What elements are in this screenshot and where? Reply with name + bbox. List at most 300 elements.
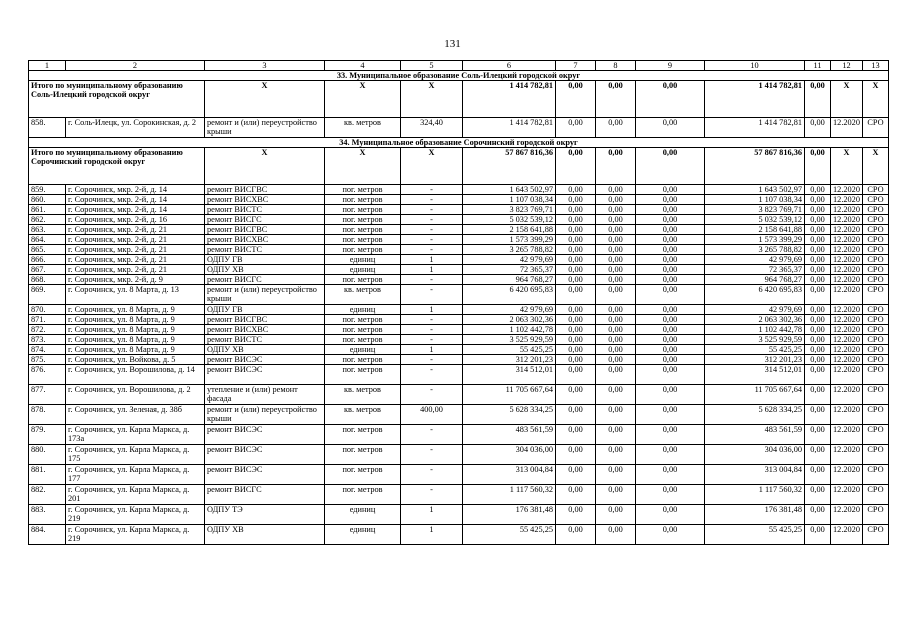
table-cell: ремонт и (или) переустройство крыши bbox=[205, 285, 325, 305]
table-cell: пог. метров bbox=[325, 325, 401, 335]
table-cell: 12.2020 bbox=[831, 265, 863, 275]
table-cell: пог. метров bbox=[325, 365, 401, 385]
table-cell: 0,00 bbox=[805, 265, 831, 275]
table-cell: ремонт ВИСГВС bbox=[205, 315, 325, 325]
total-cell: 0,00 bbox=[805, 81, 831, 118]
table-cell: 72 365,37 bbox=[463, 265, 556, 275]
table-cell: 0,00 bbox=[636, 118, 705, 138]
table-row bbox=[29, 525, 889, 545]
table-cell: СРО bbox=[863, 118, 889, 138]
table-cell: - bbox=[401, 425, 463, 445]
table-cell: г. Сорочинск, ул. 8 Марта, д. 9 bbox=[66, 325, 205, 335]
table-row bbox=[29, 345, 889, 355]
table-cell: пог. метров bbox=[325, 315, 401, 325]
table-cell: 0,00 bbox=[636, 345, 705, 355]
table-cell: 5 032 539,12 bbox=[705, 215, 805, 225]
table-cell: 11 705 667,64 bbox=[463, 385, 556, 405]
table-cell: СРО bbox=[863, 485, 889, 505]
table-cell: 0,00 bbox=[636, 185, 705, 195]
table-cell: 12.2020 bbox=[831, 485, 863, 505]
table-row bbox=[29, 485, 889, 505]
repair-program-table bbox=[28, 60, 889, 545]
table-cell: 12.2020 bbox=[831, 195, 863, 205]
table-cell: г. Сорочинск, ул. Зеленая, д. 38б bbox=[66, 405, 205, 425]
table-cell: 400,00 bbox=[401, 405, 463, 425]
table-cell: 0,00 bbox=[596, 205, 636, 215]
table-cell: 0,00 bbox=[805, 385, 831, 405]
table-cell: 2 158 641,88 bbox=[705, 225, 805, 235]
table-cell: 871. bbox=[29, 315, 66, 325]
table-cell: пог. метров bbox=[325, 225, 401, 235]
table-cell: - bbox=[401, 225, 463, 235]
table-cell: кв. метров bbox=[325, 285, 401, 305]
total-cell: 1 414 782,81 bbox=[705, 81, 805, 118]
table-cell: 3 823 769,71 bbox=[463, 205, 556, 215]
table-cell: 874. bbox=[29, 345, 66, 355]
table-cell: 0,00 bbox=[596, 365, 636, 385]
table-cell: 5 032 539,12 bbox=[463, 215, 556, 225]
total-cell: X bbox=[325, 148, 401, 185]
table-cell: 0,00 bbox=[596, 345, 636, 355]
table-cell: 1 102 442,78 bbox=[705, 325, 805, 335]
table-cell: 1 bbox=[401, 345, 463, 355]
table-cell: 0,00 bbox=[636, 365, 705, 385]
table-cell: СРО bbox=[863, 465, 889, 485]
table-cell: 0,00 bbox=[556, 315, 596, 325]
table-cell: г. Сорочинск, ул. 8 Марта, д. 13 bbox=[66, 285, 205, 305]
table-cell: 0,00 bbox=[596, 195, 636, 205]
total-label: Итого по муниципальному образованию Соль-Илецкий городской округ bbox=[29, 81, 205, 118]
table-cell: 859. bbox=[29, 185, 66, 195]
table-cell: СРО bbox=[863, 445, 889, 465]
table-cell: СРО bbox=[863, 525, 889, 545]
table-cell: единиц bbox=[325, 345, 401, 355]
section-header-row bbox=[29, 71, 889, 81]
column-number-cell: 10 bbox=[705, 61, 805, 71]
table-cell: пог. метров bbox=[325, 335, 401, 345]
table-cell: г. Сорочинск, мкр. 2-й, д. 21 bbox=[66, 265, 205, 275]
table-cell: 0,00 bbox=[805, 118, 831, 138]
total-cell: X bbox=[205, 81, 325, 118]
table-cell: ремонт ВИСГС bbox=[205, 485, 325, 505]
table-cell: г. Сорочинск, ул. Карла Маркса, д. 173а bbox=[66, 425, 205, 445]
table-cell: - bbox=[401, 195, 463, 205]
table-cell: 1 bbox=[401, 265, 463, 275]
table-cell: 12.2020 bbox=[831, 335, 863, 345]
table-cell: 866. bbox=[29, 255, 66, 265]
table-cell: г. Соль-Илецк, ул. Сорокинская, д. 2 bbox=[66, 118, 205, 138]
table-cell: 12.2020 bbox=[831, 215, 863, 225]
table-cell: 0,00 bbox=[805, 525, 831, 545]
table-cell: 0,00 bbox=[636, 305, 705, 315]
table-cell: 0,00 bbox=[556, 195, 596, 205]
table-cell: СРО bbox=[863, 335, 889, 345]
table-cell: 55 425,25 bbox=[705, 525, 805, 545]
table-cell: - bbox=[401, 215, 463, 225]
table-cell: 0,00 bbox=[556, 205, 596, 215]
table-cell: 0,00 bbox=[636, 385, 705, 405]
table-cell: г. Сорочинск, ул. 8 Марта, д. 9 bbox=[66, 345, 205, 355]
table-cell: 0,00 bbox=[805, 195, 831, 205]
table-cell: - bbox=[401, 445, 463, 465]
table-cell: 312 201,23 bbox=[705, 355, 805, 365]
table-cell: 1 107 038,34 bbox=[705, 195, 805, 205]
table-cell: ОДПУ ГВ bbox=[205, 255, 325, 265]
table-cell: 0,00 bbox=[556, 385, 596, 405]
total-cell: X bbox=[325, 81, 401, 118]
column-number-cell: 7 bbox=[556, 61, 596, 71]
table-cell: г. Сорочинск, ул. Ворошилова, д. 2 bbox=[66, 385, 205, 405]
table-cell: 0,00 bbox=[556, 355, 596, 365]
table-cell: 0,00 bbox=[596, 215, 636, 225]
table-cell: 860. bbox=[29, 195, 66, 205]
table-row bbox=[29, 355, 889, 365]
table-cell: 872. bbox=[29, 325, 66, 335]
table-row bbox=[29, 245, 889, 255]
total-cell: 0,00 bbox=[556, 148, 596, 185]
total-cell: 0,00 bbox=[596, 81, 636, 118]
table-cell: 5 628 334,25 bbox=[705, 405, 805, 425]
table-cell: СРО bbox=[863, 265, 889, 275]
section-header-row bbox=[29, 138, 889, 148]
table-cell: 0,00 bbox=[805, 365, 831, 385]
table-cell: 2 158 641,88 bbox=[463, 225, 556, 235]
table-cell: 3 265 788,82 bbox=[463, 245, 556, 255]
table-cell: пог. метров bbox=[325, 355, 401, 365]
table-cell: 2 063 302,36 bbox=[463, 315, 556, 325]
table-cell: 0,00 bbox=[596, 285, 636, 305]
table-cell: - bbox=[401, 245, 463, 255]
table-cell: 0,00 bbox=[636, 355, 705, 365]
table-cell: 0,00 bbox=[636, 485, 705, 505]
table-cell: 0,00 bbox=[636, 205, 705, 215]
table-cell: пог. метров bbox=[325, 245, 401, 255]
total-cell: 57 867 816,36 bbox=[463, 148, 556, 185]
table-cell: 0,00 bbox=[805, 425, 831, 445]
total-cell: X bbox=[831, 81, 863, 118]
table-cell: г. Сорочинск, ул. 8 Марта, д. 9 bbox=[66, 315, 205, 325]
table-cell: ремонт ВИСЭС bbox=[205, 365, 325, 385]
table-cell: 0,00 bbox=[556, 235, 596, 245]
table-cell: СРО bbox=[863, 355, 889, 365]
table-cell: 0,00 bbox=[596, 325, 636, 335]
table-cell: 1 573 399,29 bbox=[463, 235, 556, 245]
table-cell: СРО bbox=[863, 245, 889, 255]
table-cell: 1 643 502,97 bbox=[463, 185, 556, 195]
total-cell: 1 414 782,81 bbox=[463, 81, 556, 118]
table-cell: 42 979,69 bbox=[705, 305, 805, 315]
table-row bbox=[29, 315, 889, 325]
table-cell: пог. метров bbox=[325, 215, 401, 225]
table-cell: г. Сорочинск, мкр. 2-й, д. 14 bbox=[66, 195, 205, 205]
table-row bbox=[29, 255, 889, 265]
column-number-cell: 13 bbox=[863, 61, 889, 71]
table-cell: 0,00 bbox=[556, 525, 596, 545]
table-body bbox=[29, 61, 889, 545]
table-cell: 3 265 788,82 bbox=[705, 245, 805, 255]
table-cell: 0,00 bbox=[596, 505, 636, 525]
table-cell: 3 525 929,59 bbox=[463, 335, 556, 345]
total-cell: X bbox=[863, 148, 889, 185]
table-cell: ремонт ВИСЭС bbox=[205, 355, 325, 365]
table-cell: 12.2020 bbox=[831, 255, 863, 265]
table-cell: 11 705 667,64 bbox=[705, 385, 805, 405]
table-row bbox=[29, 445, 889, 465]
table-cell: 0,00 bbox=[636, 255, 705, 265]
table-cell: кв. метров bbox=[325, 385, 401, 405]
table-cell: 867. bbox=[29, 265, 66, 275]
table-cell: 0,00 bbox=[556, 425, 596, 445]
table-cell: - bbox=[401, 335, 463, 345]
table-row bbox=[29, 275, 889, 285]
table-cell: СРО bbox=[863, 215, 889, 225]
table-row bbox=[29, 265, 889, 275]
table-cell: 0,00 bbox=[556, 405, 596, 425]
table-cell: г. Сорочинск, мкр. 2-й, д. 21 bbox=[66, 225, 205, 235]
table-row bbox=[29, 185, 889, 195]
table-cell: ремонт ВИСХВС bbox=[205, 195, 325, 205]
table-cell: 0,00 bbox=[556, 275, 596, 285]
table-cell: СРО bbox=[863, 425, 889, 445]
table-cell: 0,00 bbox=[636, 525, 705, 545]
table-cell: 862. bbox=[29, 215, 66, 225]
table-cell: г. Сорочинск, мкр. 2-й, д. 14 bbox=[66, 205, 205, 215]
table-cell: 12.2020 bbox=[831, 425, 863, 445]
table-cell: 0,00 bbox=[636, 465, 705, 485]
table-cell: 6 420 695,83 bbox=[463, 285, 556, 305]
table-cell: 0,00 bbox=[596, 235, 636, 245]
table-cell: 0,00 bbox=[596, 405, 636, 425]
table-cell: 42 979,69 bbox=[705, 255, 805, 265]
table-cell: 0,00 bbox=[556, 345, 596, 355]
table-cell: 5 628 334,25 bbox=[463, 405, 556, 425]
total-cell: X bbox=[831, 148, 863, 185]
table-row bbox=[29, 325, 889, 335]
column-number-cell: 2 bbox=[66, 61, 205, 71]
total-cell: 0,00 bbox=[636, 81, 705, 118]
table-cell: ремонт ВИСХВС bbox=[205, 235, 325, 245]
table-cell: 0,00 bbox=[556, 285, 596, 305]
table-cell: 0,00 bbox=[596, 335, 636, 345]
column-number-cell: 3 bbox=[205, 61, 325, 71]
table-cell: 313 004,84 bbox=[705, 465, 805, 485]
table-cell: - bbox=[401, 355, 463, 365]
table-cell: 0,00 bbox=[596, 385, 636, 405]
table-cell: 3 823 769,71 bbox=[705, 205, 805, 215]
table-cell: 55 425,25 bbox=[463, 525, 556, 545]
table-cell: 0,00 bbox=[556, 465, 596, 485]
table-cell: 0,00 bbox=[596, 118, 636, 138]
table-cell: 0,00 bbox=[596, 445, 636, 465]
table-cell: 880. bbox=[29, 445, 66, 465]
table-cell: 0,00 bbox=[596, 465, 636, 485]
table-cell: 0,00 bbox=[556, 445, 596, 465]
table-cell: 882. bbox=[29, 485, 66, 505]
table-cell: 483 561,59 bbox=[463, 425, 556, 445]
table-cell: 0,00 bbox=[556, 325, 596, 335]
table-cell: СРО bbox=[863, 305, 889, 315]
table-cell: г. Сорочинск, ул. Карла Маркса, д. 219 bbox=[66, 525, 205, 545]
table-cell: СРО bbox=[863, 275, 889, 285]
table-cell: 0,00 bbox=[556, 265, 596, 275]
table-cell: 1 117 560,32 bbox=[705, 485, 805, 505]
table-cell: г. Сорочинск, ул. 8 Марта, д. 9 bbox=[66, 305, 205, 315]
column-number-cell: 11 bbox=[805, 61, 831, 71]
table-cell: 55 425,25 bbox=[463, 345, 556, 355]
table-cell: 0,00 bbox=[596, 185, 636, 195]
table-cell: г. Сорочинск, ул. Карла Маркса, д. 219 bbox=[66, 505, 205, 525]
table-cell: 878. bbox=[29, 405, 66, 425]
table-cell: г. Сорочинск, мкр. 2-й, д. 9 bbox=[66, 275, 205, 285]
table-cell: 0,00 bbox=[556, 485, 596, 505]
table-cell: 12.2020 bbox=[831, 205, 863, 215]
table-cell: 12.2020 bbox=[831, 245, 863, 255]
table-row bbox=[29, 335, 889, 345]
table-cell: - bbox=[401, 285, 463, 305]
table-cell: 883. bbox=[29, 505, 66, 525]
total-cell: 57 867 816,36 bbox=[705, 148, 805, 185]
table-cell: 3 525 929,59 bbox=[705, 335, 805, 345]
table-cell: 858. bbox=[29, 118, 66, 138]
table-cell: ОДПУ ХВ bbox=[205, 525, 325, 545]
table-cell: 12.2020 bbox=[831, 305, 863, 315]
table-cell: 0,00 bbox=[805, 275, 831, 285]
table-cell: ремонт ВИСХВС bbox=[205, 325, 325, 335]
table-cell: 0,00 bbox=[636, 225, 705, 235]
table-cell: г. Сорочинск, мкр. 2-й, д. 21 bbox=[66, 235, 205, 245]
table-cell: 0,00 bbox=[636, 425, 705, 445]
table-row bbox=[29, 195, 889, 205]
table-row bbox=[29, 465, 889, 485]
table-cell: единиц bbox=[325, 525, 401, 545]
table-cell: г. Сорочинск, ул. Карла Маркса, д. 201 bbox=[66, 485, 205, 505]
table-row bbox=[29, 425, 889, 445]
table-cell: 861. bbox=[29, 205, 66, 215]
table-cell: 42 979,69 bbox=[463, 305, 556, 315]
table-cell: - bbox=[401, 205, 463, 215]
table-cell: - bbox=[401, 365, 463, 385]
table-cell: единиц bbox=[325, 505, 401, 525]
table-cell: СРО bbox=[863, 285, 889, 305]
table-cell: 1 bbox=[401, 305, 463, 315]
table-cell: 875. bbox=[29, 355, 66, 365]
column-number-cell: 12 bbox=[831, 61, 863, 71]
table-cell: - bbox=[401, 385, 463, 405]
table-cell: г. Сорочинск, ул. Карла Маркса, д. 177 bbox=[66, 465, 205, 485]
table-cell: 0,00 bbox=[805, 285, 831, 305]
table-cell: 0,00 bbox=[805, 235, 831, 245]
table-cell: 0,00 bbox=[556, 255, 596, 265]
table-cell: СРО bbox=[863, 255, 889, 265]
table-cell: 72 365,37 bbox=[705, 265, 805, 275]
table-cell: 873. bbox=[29, 335, 66, 345]
table-cell: пог. метров bbox=[325, 425, 401, 445]
table-cell: ремонт ВИСГВС bbox=[205, 185, 325, 195]
table-cell: СРО bbox=[863, 385, 889, 405]
table-cell: утепление и (или) ремонт фасада bbox=[205, 385, 325, 405]
table-cell: 0,00 bbox=[596, 275, 636, 285]
table-cell: - bbox=[401, 185, 463, 195]
table-cell: 0,00 bbox=[805, 305, 831, 315]
table-cell: 312 201,23 bbox=[463, 355, 556, 365]
table-cell: 877. bbox=[29, 385, 66, 405]
table-cell: 304 036,00 bbox=[705, 445, 805, 465]
column-number-cell: 8 bbox=[596, 61, 636, 71]
table-row bbox=[29, 385, 889, 405]
table-cell: 863. bbox=[29, 225, 66, 235]
table-cell: 1 573 399,29 bbox=[705, 235, 805, 245]
table-cell: 0,00 bbox=[556, 215, 596, 225]
table-cell: единиц bbox=[325, 265, 401, 275]
table-cell: 12.2020 bbox=[831, 225, 863, 235]
table-cell: СРО bbox=[863, 325, 889, 335]
table-cell: ремонт ВИСГВС bbox=[205, 225, 325, 235]
table-cell: 0,00 bbox=[596, 355, 636, 365]
table-cell: г. Сорочинск, мкр. 2-й, д. 16 bbox=[66, 215, 205, 225]
table-cell: СРО bbox=[863, 365, 889, 385]
table-cell: ремонт ВИСЭС bbox=[205, 465, 325, 485]
table-cell: 12.2020 bbox=[831, 385, 863, 405]
table-cell: 0,00 bbox=[596, 305, 636, 315]
table-cell: пог. метров bbox=[325, 195, 401, 205]
table-cell: 12.2020 bbox=[831, 118, 863, 138]
table-cell: г. Сорочинск, ул. Войкова, д. 5 bbox=[66, 355, 205, 365]
table-cell: 0,00 bbox=[636, 235, 705, 245]
table-cell: ремонт и (или) переустройство крыши bbox=[205, 405, 325, 425]
table-cell: 304 036,00 bbox=[463, 445, 556, 465]
table-cell: 12.2020 bbox=[831, 325, 863, 335]
table-cell: СРО bbox=[863, 195, 889, 205]
table-cell: 12.2020 bbox=[831, 185, 863, 195]
table-cell: 12.2020 bbox=[831, 465, 863, 485]
column-number-cell: 6 bbox=[463, 61, 556, 71]
table-cell: 324,40 bbox=[401, 118, 463, 138]
table-cell: ремонт ВИСГС bbox=[205, 215, 325, 225]
table-cell: 0,00 bbox=[805, 465, 831, 485]
table-cell: 0,00 bbox=[596, 255, 636, 265]
table-cell: 1 643 502,97 bbox=[705, 185, 805, 195]
table-cell: 864. bbox=[29, 235, 66, 245]
table-cell: 868. bbox=[29, 275, 66, 285]
table-cell: 0,00 bbox=[805, 345, 831, 355]
table-cell: 869. bbox=[29, 285, 66, 305]
total-cell: X bbox=[863, 81, 889, 118]
table-cell: 1 bbox=[401, 505, 463, 525]
table-cell: 0,00 bbox=[805, 355, 831, 365]
table-cell: 313 004,84 bbox=[463, 465, 556, 485]
table-cell: пог. метров bbox=[325, 205, 401, 215]
table-cell: 0,00 bbox=[805, 315, 831, 325]
total-cell: 0,00 bbox=[636, 148, 705, 185]
table-cell: ремонт ВИСГС bbox=[205, 275, 325, 285]
table-cell: 0,00 bbox=[805, 205, 831, 215]
table-cell: 0,00 bbox=[596, 425, 636, 445]
table-cell: 0,00 bbox=[596, 245, 636, 255]
total-cell: X bbox=[401, 81, 463, 118]
table-cell: ремонт ВИСТС bbox=[205, 335, 325, 345]
table-cell: 0,00 bbox=[805, 505, 831, 525]
table-cell: 1 414 782,81 bbox=[463, 118, 556, 138]
table-cell: 0,00 bbox=[636, 505, 705, 525]
column-number-cell: 9 bbox=[636, 61, 705, 71]
table-cell: 0,00 bbox=[636, 275, 705, 285]
table-cell: 0,00 bbox=[556, 335, 596, 345]
table-cell: 964 768,27 bbox=[463, 275, 556, 285]
table-cell: ремонт ВИСТС bbox=[205, 245, 325, 255]
table-cell: 0,00 bbox=[596, 315, 636, 325]
table-cell: 0,00 bbox=[596, 485, 636, 505]
page-number: 131 bbox=[444, 38, 461, 50]
